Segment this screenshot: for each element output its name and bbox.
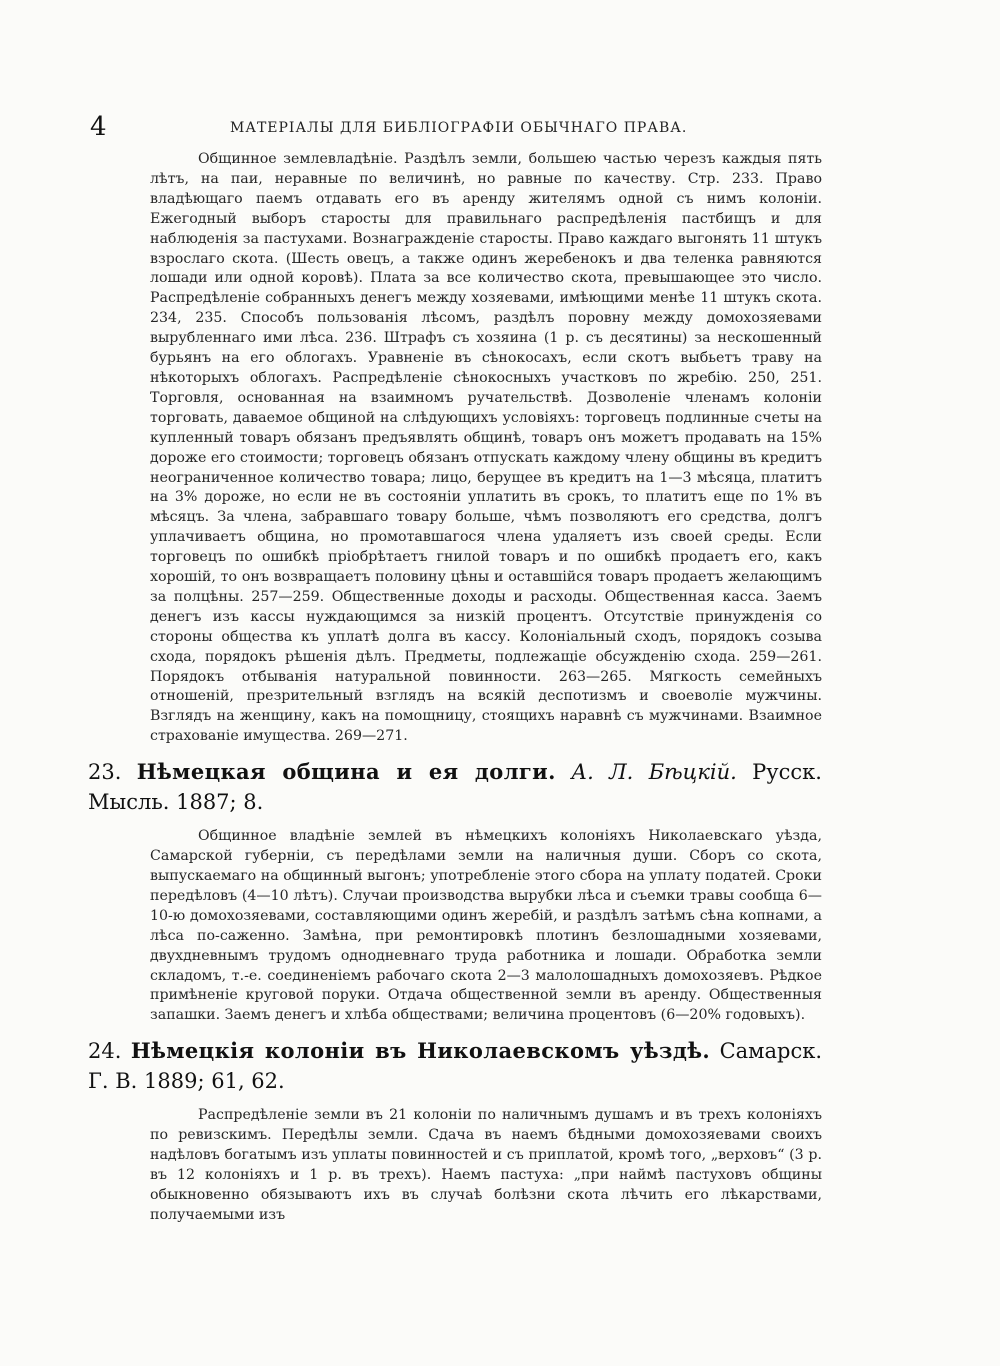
entry-23-heading [88, 757, 822, 817]
entry-title: Нѣмецкая община и ея долги. [136, 759, 556, 785]
entry-number: 24. [88, 1039, 122, 1064]
entry-author: А. Л. Бѣцкій. [571, 760, 737, 785]
page-number: 4 [90, 112, 107, 142]
continued-abstract: Общинное землевладѣніе. Раздѣлъ земли, большею частью черезъ каждыя пять лѣтъ, на паи, неравные по величинѣ, но равные по качеству. Стр. 233. Право владѣющаго паемъ отдавать его въ аренду жителямъ одной съ нимъ колоніи. Ежегодный выборъ старосты для правильнаго распредѣленія пастбищъ и для наблюденія за пастухами. Вознагражденіе старосты. Право каждаго выгонять 11 штукъ взрослаго скота. (Шесть овецъ, а также одинъ жеребенокъ и два теленка равняются лошади или одной коровѣ). Плата за все количество скота, превышающее это число. Распредѣленіе собранныхъ денегъ между хозяевами, имѣющими менѣе 11 штукъ скота. 234, 235. Способъ пользованія лѣсомъ, раздѣлъ поровну между домохозяевами вырубленнаго ими лѣса. 236. Штрафъ съ хозяина (1 р. съ десятины) за нескошенный бурьянъ на его облогахъ. Уравненіе въ сѣнокосахъ, если скотъ выбьетъ траву на нѣкоторыхъ облогахъ. Распредѣленіе сѣнокосныхъ участковъ по жребію. 250, 251. Торговля, основанная на взаимномъ ручательствѣ. Дозволеніе членамъ колоніи торговать, даваемое общиной на слѣдующихъ условіяхъ: торговецъ подлинные счеты на купленный товаръ обязанъ предъявлять общинѣ, товаръ онъ можетъ продавать на 15% дороже его стоимости; торговецъ обязанъ отпускать каждому члену общины въ кредитъ неограниченное количество товара; лицо, берущее въ кредитъ на 1—3 мѣсяца, платитъ на 3% дороже, но если не въ состояніи уплатить въ срокъ, то платитъ еще по 1% въ мѣсяцъ. За члена, забравшаго товару больше, чѣмъ позволяютъ его средства, долгъ уплачиваетъ община, но промотавшагося члена удаляетъ изъ своей среды. Если торговецъ по ошибкѣ пріобрѣтаетъ гнилой товаръ и по ошибкѣ продаетъ его, какъ хорошій, то онъ возвращаетъ половину цѣны и оставшійся товаръ продаетъ желающимъ за полцѣны. 257—259. Общественные доходы и расходы. Общественная касса. Заемъ денегъ изъ кассы нуждающимся за низкій процентъ. Отсутствіе принужденія со стороны общества къ уплатѣ долга въ кассу. Колоніальный сходъ, порядокъ созыва схода, порядокъ рѣшенія дѣлъ. Предметы, подлежащіе обсужденію схода. 259—261. Порядокъ отбыванія натуральной повинности. 263—265. Мягкость семейныхъ отношеній, презрительный взглядъ на всякій деспотизмъ и своеволіе мужчины. Взглядъ на женщину, какъ на помощницу, стоящихъ наравнѣ съ мужчинами. Взаимное страхованіе имущества. 269—271. [150, 151, 822, 745]
entry-title: Нѣмецкія колоніи въ Николаевскомъ уѣздѣ. [130, 1038, 711, 1064]
entry-24-heading [88, 1036, 822, 1096]
page-body [88, 150, 823, 1226]
running-head: МАТЕРІАЛЫ ДЛЯ БИБЛІОГРАФІИ ОБЫЧНАГО ПРАВА. [230, 120, 688, 136]
entry-23-abstract: Общинное владѣніе землей въ нѣмецкихъ колоніяхъ Николаевскаго уѣзда, Самарской губерніи, съ передѣлами земли на наличныя души. Сборъ со скота, выпускаемаго на общинный выгонъ; употребленіе этого сбора на уплату податей. Сроки передѣловъ (4—10 лѣтъ). Случаи производства вырубки лѣса и съемки травы сообща 6—10-ю домохозяевами, составляющими одинъ жеребій, и раздѣлъ затѣмъ сѣна копнами, а лѣса по-саженно. Замѣна, при ремонтировкѣ плотинъ безлошадными хозяевами, двухдневнымъ трудомъ однодневнаго труда работника и лошади. Обработка земли складомъ, т.-е. соединеніемъ рабочаго скота 2—3 малолошадныхъ домохозяевъ. Рѣдкое примѣненіе круговой поруки. Отдача общественной земли въ аренду. Общественныя запашки. Заемъ денегъ и хлѣба обществами; величина процентовъ (6—20% годовыхъ). [150, 828, 822, 1024]
entry-source: Русск. Мысль. 1887; 8. [88, 760, 822, 815]
entry-number: 23. [88, 760, 122, 785]
entry-source: Самарск. Г. В. 1889; 61, 62. [88, 1039, 823, 1094]
entry-24-abstract: Распредѣленіе земли въ 21 колоніи по наличнымъ душамъ и въ трехъ колоніяхъ по ревизскимъ. Передѣлы земли. Сдача въ наемъ бѣдными домохозяевами своихъ надѣловъ богатымъ изъ уплаты повинностей и съ приплатой, кромѣ того, „верховъ“ (3 р. въ 12 колоніяхъ и 1 р. въ трехъ). Наемъ пастуха: „при наймѣ пастуховъ общины обыкновенно обязываютъ ихъ въ случаѣ болѣзни скота лѣчить его лѣкарствами, получаемыми изъ [150, 1107, 822, 1223]
